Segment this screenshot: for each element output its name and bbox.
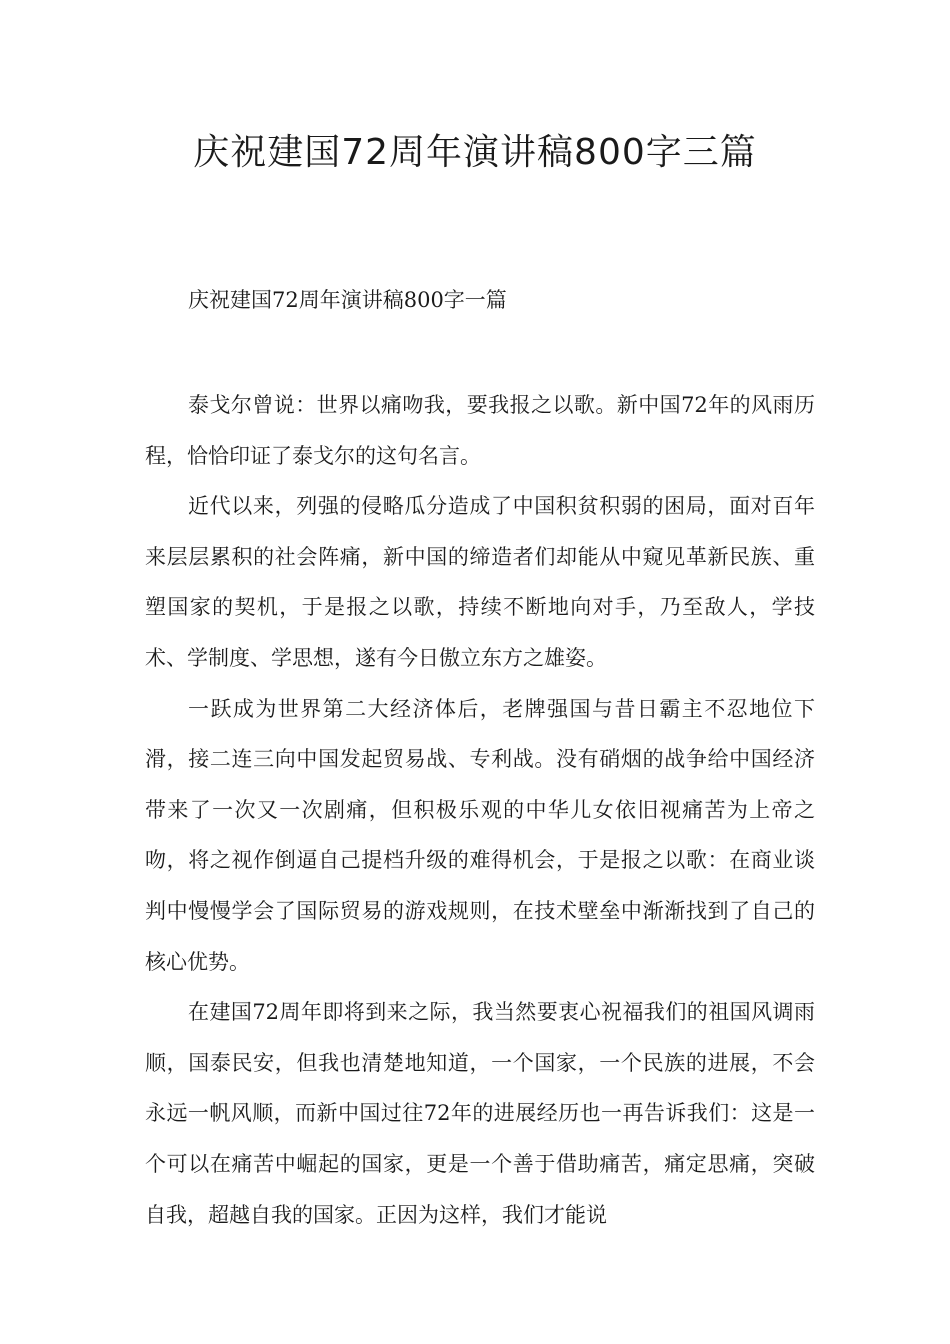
- section-heading: 庆祝建国72周年演讲稿800字一篇: [188, 288, 507, 312]
- paragraph: 近代以来，列强的侵略瓜分造成了中国积贫积弱的困局，面对百年来层层累积的社会阵痛，新中国的缔造者们却能从中窥见革新民族、重塑国家的契机，于是报之以歌，持续不断地向对手，乃至敌人，学技术、学制度、学思想，遂有今日傲立东方之雄姿。: [145, 494, 815, 670]
- paragraph: 在建国72周年即将到来之际，我当然要衷心祝福我们的祖国风调雨顺，国泰民安，但我也清楚地知道，一个国家，一个民族的进展，不会永远一帆风顺，而新中国过往72年的进展经历也一再告诉我们：这是一个可以在痛苦中崛起的国家，更是一个善于借助痛苦，痛定思痛，突破自我，超越自我的国家。正因为这样，我们才能说: [145, 1000, 815, 1227]
- paragraph: 一跃成为世界第二大经济体后，老牌强国与昔日霸主不忍地位下滑，接二连三向中国发起贸易战、专利战。没有硝烟的战争给中国经济带来了一次又一次剧痛，但积极乐观的中华儿女依旧视痛苦为上帝之吻，将之视作倒逼自己提档升级的难得机会，于是报之以歌：在商业谈判中慢慢学会了国际贸易的游戏规则，在技术壁垒中渐渐找到了自己的核心优势。: [145, 696, 815, 974]
- document-title: 庆祝建国72周年演讲稿800字三篇: [193, 132, 757, 173]
- paragraph: 泰戈尔曾说：世界以痛吻我，要我报之以歌。新中国72年的风雨历程，恰恰印证了泰戈尔的这句名言。: [145, 393, 815, 468]
- document-body: [145, 380, 815, 1240]
